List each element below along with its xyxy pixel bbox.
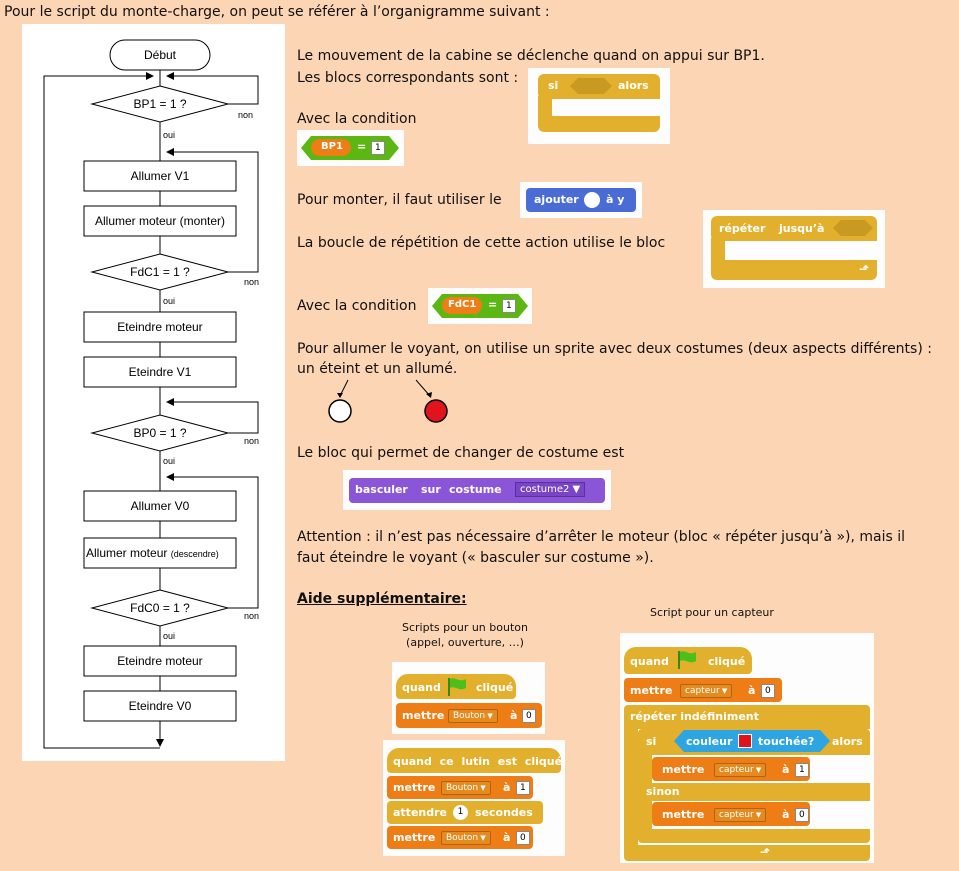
text-5: La boucle de répétition de cette action utilise le bloc xyxy=(297,235,666,251)
fc-bp0: BP0 = 1 ? xyxy=(133,426,187,440)
fc-eteindre-v1: Eteindre V1 xyxy=(128,365,192,379)
green-flag-icon xyxy=(676,649,698,669)
fc-allumer-v0: Allumer V0 xyxy=(130,499,190,513)
fc-oui-3: oui xyxy=(163,456,176,466)
led-sprites xyxy=(320,378,460,426)
text-1: Le mouvement de la cabine se déclenche quand on appui sur BP1. xyxy=(297,48,765,64)
fc-eteindre-moteur-2: Eteindre moteur xyxy=(117,654,203,668)
text-6: Avec la condition xyxy=(297,298,417,314)
script-bouton-drapeau: quand cliqué mettre Bouton ▼ à 0 xyxy=(392,662,545,734)
fc-moteur-monter: Allumer moteur (monter) xyxy=(94,214,226,228)
fc-allumer-v1: Allumer V1 xyxy=(130,169,190,183)
costume-dropdown[interactable]: costume2 ▼ xyxy=(515,482,585,497)
text-4: Pour monter, il faut utiliser le xyxy=(297,192,502,208)
flowchart xyxy=(22,24,285,761)
fc-oui-2: oui xyxy=(163,296,176,306)
text-11: faut éteindre le voyant (« basculer sur costume »). xyxy=(297,550,654,566)
fc-non-2: non xyxy=(244,277,260,287)
block-repeter-jusqua: répéter jusqu’à ⬏ xyxy=(703,210,885,288)
script-capteur: quand cliqué mettre capteur ▼ à 0 répéter indéfiniment ⬏ si couleur touchée? alors mettre capteur ▼ à 1 sinon mettre capteur ▼ à 0 xyxy=(620,633,874,863)
fc-non-1: non xyxy=(238,110,254,120)
block-ajouter: ajouter à y xyxy=(520,182,642,218)
fc-start: Début xyxy=(143,48,177,62)
block-si-alors: si alors xyxy=(528,68,670,144)
fc-fdc1: FdC1 = 1 ? xyxy=(130,265,190,279)
led-on-icon xyxy=(425,400,447,422)
script-bouton-lutin: quand ce lutin est cliqué mettre Bouton ▼ à 1 attendre 1 secondes mettre Bouton ▼ à 0 xyxy=(383,740,565,856)
text-10: Attention : il n’est pas nécessaire d’arrêter le moteur (bloc « répéter jusqu’à »), mais il xyxy=(297,529,906,545)
fc-oui-4: oui xyxy=(163,631,176,641)
fc-eteindre-moteur: Eteindre moteur xyxy=(117,320,203,334)
block-condition-fdc1: FdC1 = 1 xyxy=(428,288,532,324)
fc-non-4: non xyxy=(244,611,260,621)
text-3: Avec la condition xyxy=(297,111,417,127)
intro-text: Pour le script du monte-charge, on peut se référer à l’organigramme suivant : xyxy=(4,4,550,20)
block-basculer: basculer sur costume costume2 ▼ xyxy=(343,470,611,510)
caption-capteur: Script pour un capteur xyxy=(650,606,774,619)
fc-moteur-desc: Allumer moteur (descendre) xyxy=(86,546,219,560)
led-off-icon xyxy=(329,400,351,422)
text-2: Les blocs correspondants sont : xyxy=(297,70,519,86)
aide-heading: Aide supplémentaire: xyxy=(297,591,467,607)
loop-arrow-icon: ⬏ xyxy=(859,262,870,276)
loop-arrow-icon: ⬏ xyxy=(760,845,771,859)
block-condition-bp1: BP1 = 1 xyxy=(297,130,404,166)
fc-oui-1: oui xyxy=(163,130,176,140)
fc-eteindre-v0: Eteindre V0 xyxy=(128,699,192,713)
fc-fdc0: FdC0 = 1 ? xyxy=(130,601,190,615)
green-flag-icon xyxy=(446,676,468,696)
fc-bp1: BP1 = 1 ? xyxy=(133,97,187,111)
text-9: Le bloc qui permet de changer de costume est xyxy=(297,445,625,461)
caption-bouton: Scripts pour un bouton (appel, ouverture, …) xyxy=(402,621,528,649)
color-swatch[interactable] xyxy=(738,734,752,748)
text-7: Pour allumer le voyant, on utilise un sprite avec deux costumes (deux aspects différents) : xyxy=(297,341,932,357)
text-8: un éteint et un allumé. xyxy=(297,361,458,377)
fc-non-3: non xyxy=(244,436,260,446)
